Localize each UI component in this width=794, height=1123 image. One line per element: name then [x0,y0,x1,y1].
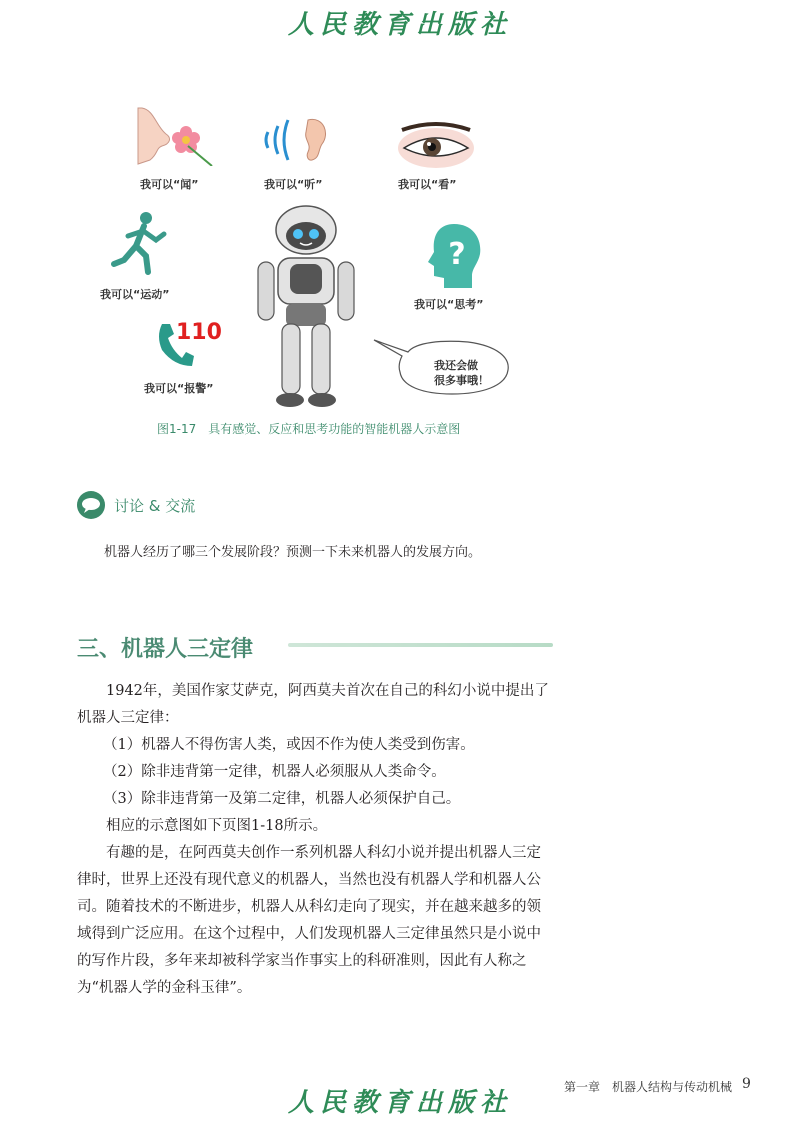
alarm-number: 110 [176,320,222,345]
label-hear: 我可以“听” [264,178,323,191]
label-alarm: 我可以“报警” [144,382,214,395]
speech-line-2: 很多事哦！ [434,374,489,387]
section-title: 三、机器人三定律 [77,637,254,662]
law-2: （2）除非违背第一定律，机器人必须服从人类命令。 [103,764,446,780]
label-think: 我可以“思考” [414,298,484,311]
runner-icon [110,210,170,276]
paragraph-intro: 1942年，美国作家艾萨克，阿西莫夫首次在自己的科幻小说中提出了机器人三定律： [77,683,549,726]
label-smell: 我可以“闻” [140,178,199,191]
ear-icon [264,114,334,166]
speech-bubble-text [434,358,489,388]
nose-flower-icon [136,104,216,166]
figure-caption: 图1-17 具有感觉、反应和思考功能的智能机器人示意图 [157,422,461,436]
law-3: （3）除非违背第一及第二定律，机器人必须保护自己。 [103,791,461,807]
discussion-text: 机器人经历了哪三个发展阶段？预测一下未来机器人的发展方向。 [104,545,482,560]
figure-robot-senses [80,100,560,420]
robot-illustration [250,204,360,410]
section-body [77,678,555,1002]
eye-icon [396,120,476,170]
discussion-title: 讨论 & 交流 [114,497,196,515]
footer-chapter: 第一章 机器人结构与传动机械 [564,1080,733,1094]
svg-text:?: ? [448,237,466,272]
label-move: 我可以“运动” [100,288,170,301]
law-1: （1）机器人不得伤害人类，或因不作为使人类受到伤害。 [103,737,475,753]
footer-publisher-logo: 人民教育出版社 [288,1088,513,1118]
paragraph-figure-ref: 相应的示意图如下页图1-18所示。 [106,818,328,834]
paragraph-history: 有趣的是，在阿西莫夫创作一系列机器人科幻小说并提出机器人三定律时，世界上还没有现代意义的机器人，当然也没有机器人学和机器人公司。随着技术的不断进步，机器人从科幻走向了现实，并在越来越多的领域得到广泛应用。在这个过程中，人们发现机器人三定律虽然只是小说中的写作片段，多年来却被科学家当作事实上的科研准则，因此有人称之为“机器人学的金科玉律”。 [77,845,541,996]
thinking-head-icon [424,220,484,290]
speech-line-1: 我还会做 [434,359,478,372]
page-number: 9 [742,1076,751,1092]
label-see: 我可以“看” [398,178,457,191]
header-publisher-logo: 人民教育出版社 [288,10,513,40]
discussion-icon [76,490,106,520]
section-title-rule [288,643,553,647]
